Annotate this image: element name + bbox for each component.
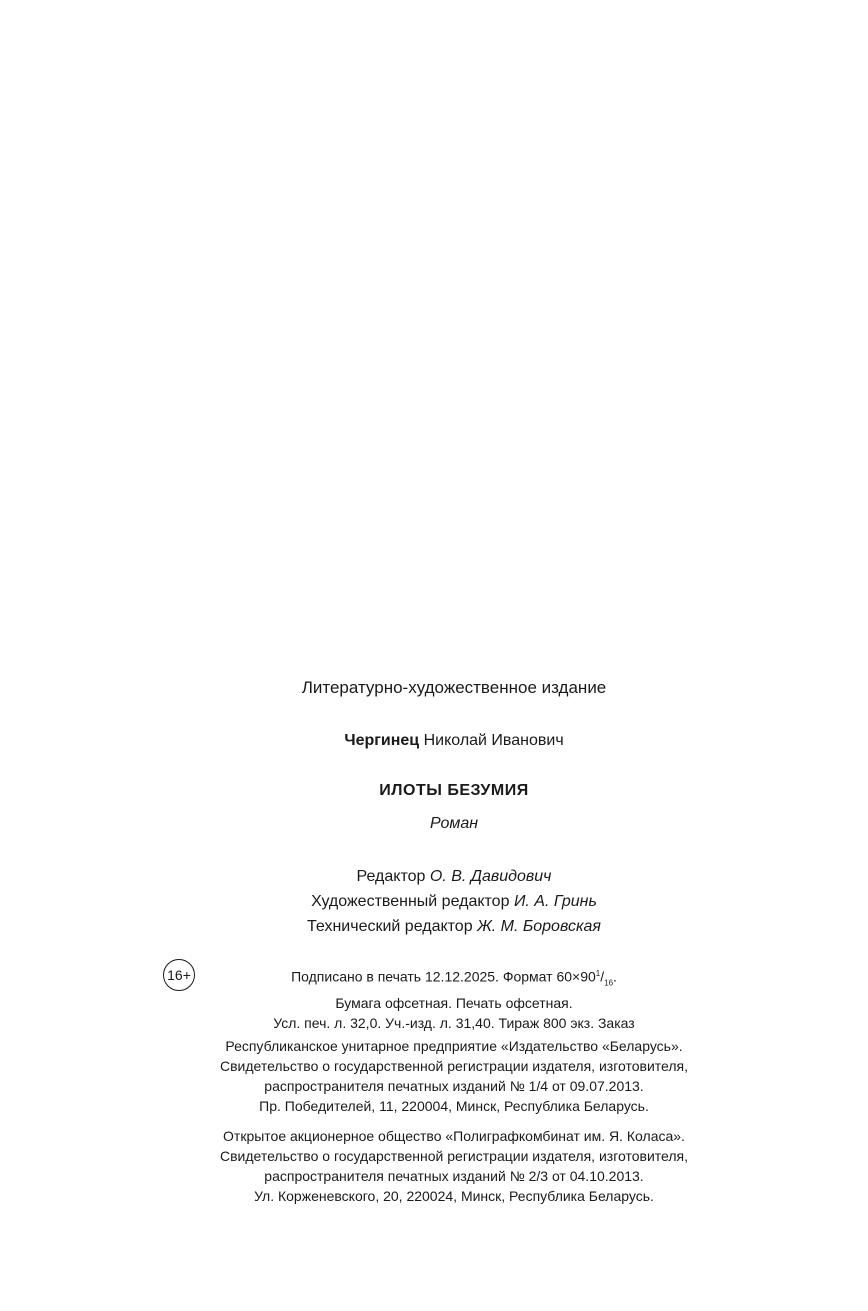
publisher-line: Республиканское унитарное предприятие «Издательство «Беларусь». [225,1038,683,1054]
print-volume-line: Усл. печ. л. 32,0. Уч.-изд. л. 31,40. Тираж 800 экз. Заказ [273,1015,635,1032]
publisher-line: Пр. Победителей, 11, 220004, Минск, Республика Беларусь. [259,1098,649,1114]
printer-line: распространителя печатных изданий № 2/3 от 04.10.2013. [264,1168,644,1184]
publisher-line: Свидетельство о государственной регистрации издателя, изготовителя, [220,1058,688,1074]
print-paper-line: Бумага офсетная. Печать офсетная. [335,995,573,1012]
tech-editor-line [0,914,868,939]
print-signed-line: Подписано в печать 12.12.2025. Формат $60\times 90^1/_{16}$. [291,968,617,988]
author-line [0,732,868,750]
edition-type: Литературно-художественное издание [301,678,607,697]
tech-editor-name: Ж. М. Боровская [477,918,601,935]
print-signed-text: Подписано в печать 12.12.2025. Формат 60×90 [291,968,596,985]
publisher-line: распространителя печатных изданий № 1/4 от 09.07.2013. [264,1078,644,1094]
printer-line: Свидетельство о государственной регистрации издателя, изготовителя, [220,1148,688,1164]
book-title: ИЛОТЫ БЕЗУМИЯ [379,782,529,799]
art-editor-line [0,889,868,914]
art-editor-role: Художественный редактор [311,893,510,910]
tech-editor-role: Технический редактор [307,918,473,935]
author-surname: Чергинец [344,732,420,749]
book-genre: Роман [429,815,479,832]
printer-line: Открытое акционерное общество «Полиграфкомбинат им. Я. Коласа». [223,1128,685,1144]
art-editor-name: И. А. Гринь [513,893,597,910]
editors-block [0,864,868,939]
author-name: Николай Иванович [423,732,564,749]
printer-line: Ул. Корженевского, 20, 220024, Минск, Республика Беларусь. [254,1188,654,1204]
format-denominator: 16 [604,978,614,988]
age-rating-badge: 16+ [163,959,195,991]
editor-line [0,864,868,889]
editor-role: Редактор [356,868,426,885]
format-numerator: 1 [595,969,601,978]
publisher-block [0,1036,868,1116]
print-info [0,964,868,1033]
editor-name: О. В. Давидович [429,868,552,885]
printer-block [0,1126,868,1206]
